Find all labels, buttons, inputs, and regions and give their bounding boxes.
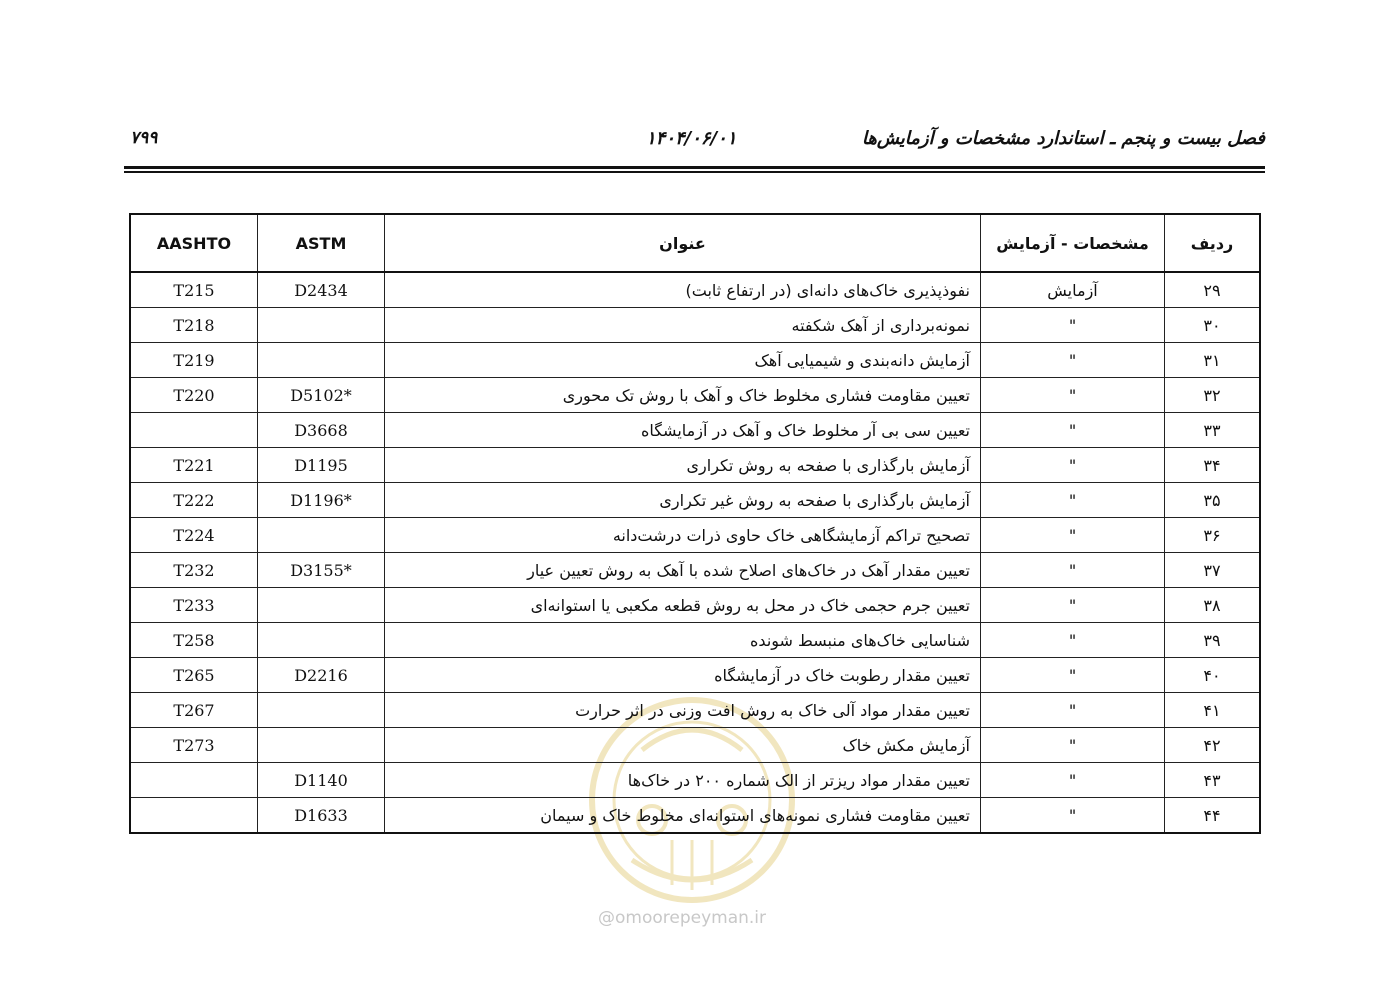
cell-row-number: ۳۲ — [1165, 378, 1261, 413]
cell-row-number: ۳۷ — [1165, 553, 1261, 588]
cell-aashto — [130, 413, 258, 448]
cell-row-number: ۳۱ — [1165, 343, 1261, 378]
table-row — [130, 588, 1260, 623]
cell-astm — [258, 728, 385, 763]
cell-astm: D2434 — [258, 272, 385, 308]
cell-row-number: ۳۳ — [1165, 413, 1261, 448]
col-header-row: ردیف — [1165, 214, 1261, 272]
table-row — [130, 272, 1260, 308]
cell-spec: " — [981, 658, 1165, 693]
cell-title: نمونه‌برداری از آهک شکفته — [385, 308, 981, 343]
cell-astm — [258, 343, 385, 378]
cell-spec: " — [981, 693, 1165, 728]
cell-row-number: ۳۹ — [1165, 623, 1261, 658]
chapter-title: فصل بیست و پنجم ـ استاندارد مشخصات و آزمایش‌ها — [861, 128, 1265, 149]
cell-row-number: ۳۰ — [1165, 308, 1261, 343]
table-row — [130, 658, 1260, 693]
cell-row-number: ۴۰ — [1165, 658, 1261, 693]
cell-aashto: T273 — [130, 728, 258, 763]
table-row — [130, 763, 1260, 798]
cell-title: آزمایش بارگذاری با صفحه به روش غیر تکراری — [385, 483, 981, 518]
cell-row-number: ۳۴ — [1165, 448, 1261, 483]
cell-spec: " — [981, 553, 1165, 588]
table-row — [130, 553, 1260, 588]
cell-row-number: ۳۸ — [1165, 588, 1261, 623]
cell-aashto: T258 — [130, 623, 258, 658]
page-header — [124, 128, 1265, 158]
cell-row-number: ۳۶ — [1165, 518, 1261, 553]
cell-spec: " — [981, 413, 1165, 448]
cell-astm: D3155* — [258, 553, 385, 588]
table-row — [130, 483, 1260, 518]
cell-aashto: T267 — [130, 693, 258, 728]
cell-title: تعیین مقدار رطوبت خاک در آزمایشگاه — [385, 658, 981, 693]
col-header-title: عنوان — [385, 214, 981, 272]
cell-spec: " — [981, 378, 1165, 413]
cell-title: آزمایش دانه‌بندی و شیمیایی آهک — [385, 343, 981, 378]
cell-astm: D1196* — [258, 483, 385, 518]
cell-aashto: T221 — [130, 448, 258, 483]
cell-title: تعیین مقاومت فشاری نمونه‌های استوانه‌ای مخلوط خاک و سیمان — [385, 798, 981, 834]
cell-astm — [258, 588, 385, 623]
cell-aashto: T265 — [130, 658, 258, 693]
table-row — [130, 728, 1260, 763]
table-row — [130, 623, 1260, 658]
cell-title: تعیین سی بی آر مخلوط خاک و آهک در آزمایشگاه — [385, 413, 981, 448]
cell-aashto — [130, 798, 258, 834]
cell-title: تعیین مقدار مواد ریزتر از الک شماره ۲۰۰ در خاک‌ها — [385, 763, 981, 798]
col-header-aashto: AASHTO — [130, 214, 258, 272]
col-header-spec: مشخصات - آزمایش — [981, 214, 1165, 272]
table-row — [130, 798, 1260, 834]
cell-title: تعیین جرم حجمی خاک در محل به روش قطعه مکعبی یا استوانه‌ای — [385, 588, 981, 623]
cell-aashto: T224 — [130, 518, 258, 553]
page-number: ۷۹۹ — [130, 128, 158, 148]
table-row — [130, 413, 1260, 448]
cell-title: تصحیح تراکم آزمایشگاهی خاک حاوی ذرات درشت‌دانه — [385, 518, 981, 553]
cell-astm: D1633 — [258, 798, 385, 834]
table-row — [130, 693, 1260, 728]
cell-aashto: T218 — [130, 308, 258, 343]
cell-astm: D5102* — [258, 378, 385, 413]
table-row — [130, 343, 1260, 378]
table-row — [130, 308, 1260, 343]
cell-spec: " — [981, 518, 1165, 553]
cell-title: تعیین مقدار مواد آلی خاک به روش افت وزنی در اثر حرارت — [385, 693, 981, 728]
table-header-row — [130, 214, 1260, 272]
cell-spec: " — [981, 588, 1165, 623]
cell-astm: D1140 — [258, 763, 385, 798]
header-rule-thin — [124, 171, 1265, 173]
cell-aashto: T233 — [130, 588, 258, 623]
cell-aashto: T220 — [130, 378, 258, 413]
table-row — [130, 448, 1260, 483]
cell-aashto: T222 — [130, 483, 258, 518]
cell-astm — [258, 308, 385, 343]
cell-spec: " — [981, 308, 1165, 343]
cell-spec: " — [981, 728, 1165, 763]
cell-title: آزمایش بارگذاری با صفحه به روش تکراری — [385, 448, 981, 483]
cell-title: تعیین مقاومت فشاری مخلوط خاک و آهک با روش تک محوری — [385, 378, 981, 413]
cell-aashto — [130, 763, 258, 798]
cell-row-number: ۴۱ — [1165, 693, 1261, 728]
document-date: ۱۴۰۴/۰۶/۰۱ — [646, 128, 737, 149]
cell-aashto: T219 — [130, 343, 258, 378]
cell-row-number: ۴۲ — [1165, 728, 1261, 763]
cell-astm: D3668 — [258, 413, 385, 448]
cell-spec: آزمایش — [981, 272, 1165, 308]
standards-table — [129, 213, 1261, 834]
col-header-astm: ASTM — [258, 214, 385, 272]
cell-row-number: ۲۹ — [1165, 272, 1261, 308]
header-rule-thick — [124, 166, 1265, 169]
cell-title: نفوذپذیری خاک‌های دانه‌ای (در ارتفاع ثابت) — [385, 272, 981, 308]
cell-spec: " — [981, 483, 1165, 518]
cell-row-number: ۴۳ — [1165, 763, 1261, 798]
table-row — [130, 378, 1260, 413]
cell-aashto: T232 — [130, 553, 258, 588]
cell-title: تعیین مقدار آهک در خاک‌های اصلاح شده با آهک به روش تعیین عیار — [385, 553, 981, 588]
cell-spec: " — [981, 343, 1165, 378]
cell-spec: " — [981, 623, 1165, 658]
cell-spec: " — [981, 763, 1165, 798]
cell-aashto: T215 — [130, 272, 258, 308]
table-row — [130, 518, 1260, 553]
cell-spec: " — [981, 798, 1165, 834]
watermark-text: @omoorepeyman.ir — [598, 908, 767, 928]
cell-astm: D1195 — [258, 448, 385, 483]
cell-astm: D2216 — [258, 658, 385, 693]
cell-title: آزمایش مکش خاک — [385, 728, 981, 763]
cell-astm — [258, 693, 385, 728]
cell-spec: " — [981, 448, 1165, 483]
cell-title: شناسایی خاک‌های منبسط شونده — [385, 623, 981, 658]
cell-row-number: ۳۵ — [1165, 483, 1261, 518]
cell-row-number: ۴۴ — [1165, 798, 1261, 834]
cell-astm — [258, 623, 385, 658]
cell-astm — [258, 518, 385, 553]
